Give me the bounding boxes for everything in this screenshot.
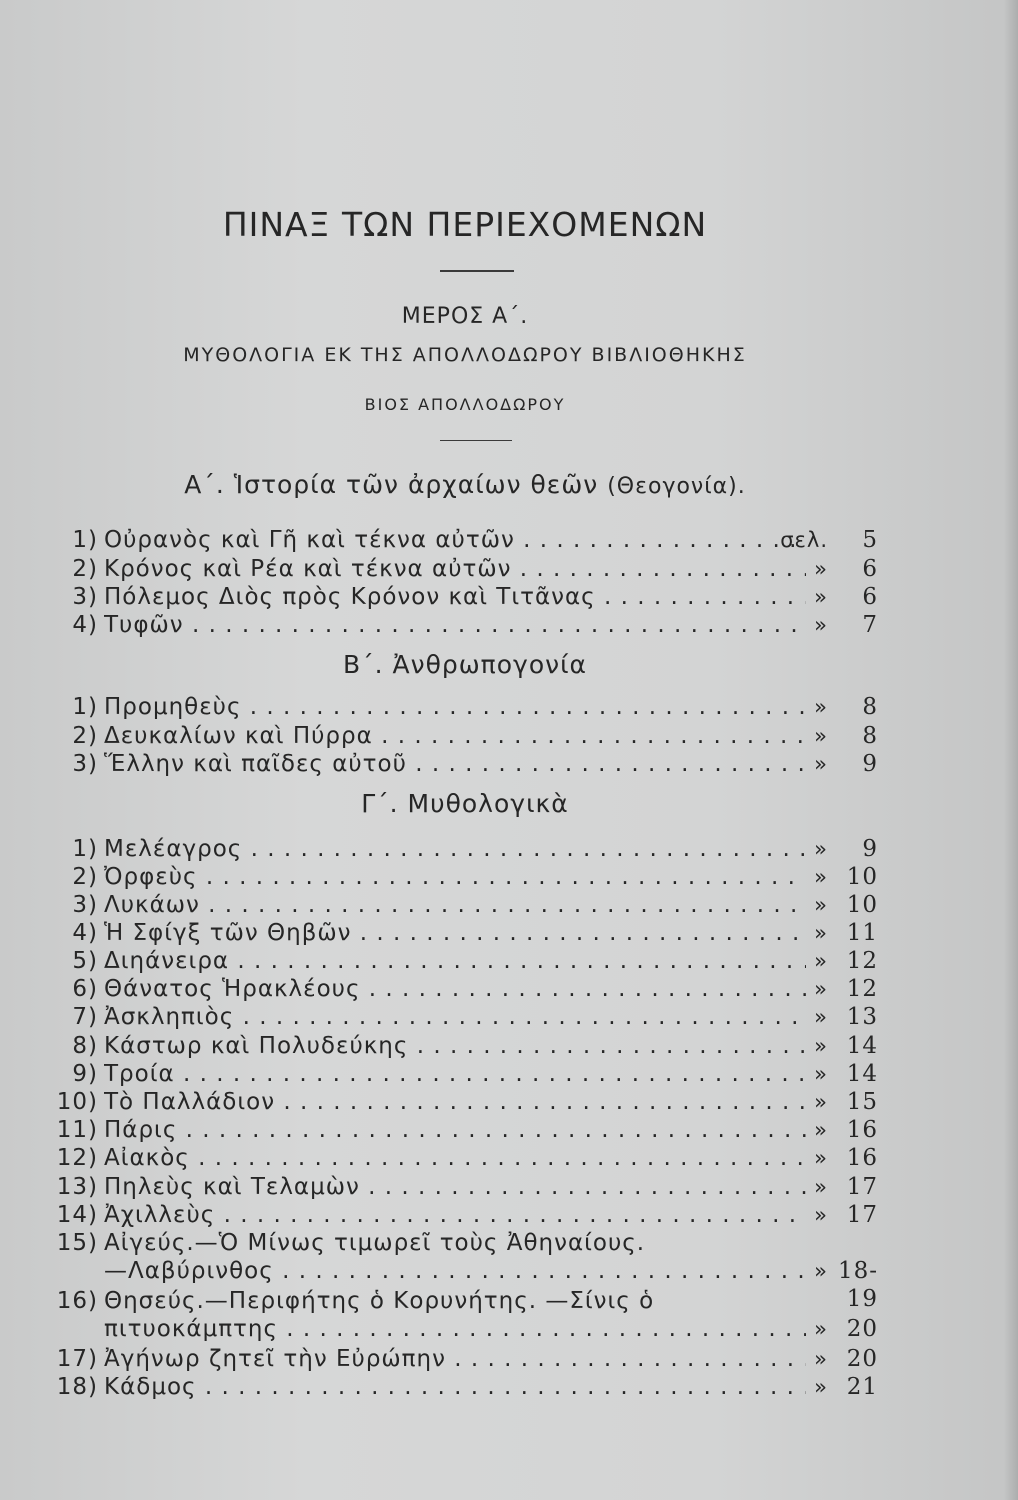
entry-number: 4) bbox=[72, 612, 98, 638]
entry-page: 14 bbox=[846, 1033, 878, 1059]
entry-page: 13 bbox=[846, 1004, 878, 1030]
section-heading-text: Γ΄. Μυθολογικὰ bbox=[361, 789, 569, 818]
entry-number: 15) bbox=[56, 1230, 98, 1256]
entry-page: 10 bbox=[846, 864, 878, 890]
entry-title: Αἰακὸς . . . bbox=[104, 1144, 806, 1172]
page-title: ΠΙΝΑΞ ΤΩΝ ΠΕΡΙΕΧΟΜΕΝΩΝ bbox=[222, 205, 708, 244]
entry-page: 11 bbox=[846, 920, 878, 946]
entry-title: Προμηθεὺς . . . bbox=[104, 693, 806, 721]
entry-number: 1) bbox=[72, 836, 98, 862]
entry-title: Λυκάων . . . bbox=[104, 891, 806, 919]
entry-number: 5) bbox=[72, 948, 98, 974]
title-divider bbox=[440, 270, 514, 272]
entry-number: 8) bbox=[72, 1033, 98, 1059]
entry-number: 11) bbox=[56, 1117, 98, 1143]
toc-entry bbox=[48, 1060, 878, 1088]
part-subtitle: ΜΥΘΟΛΟΓΙΑ ΕΚ ΤΗΣ ΑΠΟΛΛΟΔΩΡΟΥ ΒΙΒΛΙΟΘΗΚΗΣ bbox=[183, 344, 747, 366]
entry-title: Ὀρφεὺς . . . bbox=[104, 863, 806, 891]
toc-entry bbox=[48, 863, 878, 891]
entry-ref: σελ. bbox=[780, 528, 828, 552]
entry-page: 20 bbox=[846, 1346, 878, 1372]
entry-page: 20 bbox=[846, 1316, 878, 1342]
entry-number: 2) bbox=[72, 864, 98, 890]
entry-page: 10 bbox=[846, 892, 878, 918]
entry-number: 13) bbox=[56, 1174, 98, 1200]
entry-number: 4) bbox=[72, 920, 98, 946]
entry-ref: » bbox=[814, 1062, 828, 1086]
toc-entry bbox=[48, 1201, 878, 1229]
toc-entry bbox=[48, 583, 878, 611]
entry-ref: » bbox=[814, 1005, 828, 1029]
entry-title: Πάρις . . . bbox=[104, 1116, 806, 1144]
toc-entry bbox=[48, 526, 878, 554]
section-heading-b bbox=[0, 650, 930, 679]
toc-entry bbox=[48, 919, 878, 947]
toc-entry bbox=[48, 1229, 878, 1257]
toc-entry bbox=[48, 1287, 878, 1315]
entry-page: 6 bbox=[862, 584, 878, 610]
entry-number: 3) bbox=[72, 751, 98, 777]
entry-title: Ἀσκληπιὸς . . . bbox=[104, 1003, 806, 1031]
entry-number: 9) bbox=[72, 1061, 98, 1087]
toc-entry bbox=[48, 722, 878, 750]
entry-ref: » bbox=[814, 752, 828, 776]
entry-page: 17 bbox=[846, 1202, 878, 1228]
entry-ref: » bbox=[814, 837, 828, 861]
entry-title: Ἕλλην καὶ παῖδες αὐτοῦ . . . bbox=[104, 750, 806, 778]
entry-ref: » bbox=[814, 1175, 828, 1199]
section-heading-text: Β΄. Ἀνθρωπογονία bbox=[342, 650, 588, 679]
toc-entry bbox=[48, 1032, 878, 1060]
entry-title: Πόλεμος Διὸς πρὸς Κρόνον καὶ Τιτᾶνας . . . bbox=[104, 583, 806, 611]
toc-entry-continuation bbox=[48, 1315, 878, 1343]
entry-ref: » bbox=[814, 921, 828, 945]
entry-ref: » bbox=[814, 613, 828, 637]
entry-title: Τυφῶν . . . bbox=[104, 611, 806, 639]
entry-ref: » bbox=[814, 1090, 828, 1114]
entry-page: 6 bbox=[862, 556, 878, 582]
entry-title: Θησεύς.—Περιφήτης ὁ Κορυνήτης. —Σίνις ὁ bbox=[104, 1288, 655, 1314]
entry-number: 10) bbox=[56, 1089, 98, 1115]
entry-title: Κρόνος καὶ Ρέα καὶ τέκνα αὐτῶν . . . bbox=[104, 555, 806, 583]
toc-entry bbox=[48, 1373, 878, 1401]
section-heading-a bbox=[0, 470, 930, 499]
page-edge-shadow bbox=[1004, 0, 1018, 1500]
entry-number: 1) bbox=[72, 527, 98, 553]
entry-page: 15 bbox=[846, 1089, 878, 1115]
toc-entry bbox=[48, 1345, 878, 1373]
toc-entry bbox=[48, 947, 878, 975]
entry-page: 18-19 bbox=[837, 1258, 878, 1312]
entry-ref: » bbox=[814, 1347, 828, 1371]
toc-entry bbox=[48, 1088, 878, 1116]
section-heading-aside: (Θεογονία). bbox=[607, 474, 746, 499]
toc-entry bbox=[48, 1173, 878, 1201]
toc-entry bbox=[48, 611, 878, 639]
section-divider bbox=[440, 440, 512, 441]
entry-title: Οὐρανὸς καὶ Γῆ καὶ τέκνα αὐτῶν . . . bbox=[104, 526, 806, 554]
entry-page: 8 bbox=[862, 723, 878, 749]
entry-title: Μελέαγρος . . . bbox=[104, 835, 806, 863]
entry-ref: » bbox=[814, 1146, 828, 1170]
entry-page: 8 bbox=[862, 694, 878, 720]
entry-ref: » bbox=[814, 1034, 828, 1058]
entry-title: Διηάνειρα . . . bbox=[104, 947, 806, 975]
entry-ref: » bbox=[814, 724, 828, 748]
entry-page: 14 bbox=[846, 1061, 878, 1087]
toc-entry bbox=[48, 975, 878, 1003]
entry-page: 9 bbox=[862, 836, 878, 862]
section-heading-text: Α΄. Ἱστορία τῶν ἀρχαίων θεῶν bbox=[184, 470, 599, 499]
entry-page: 7 bbox=[862, 612, 878, 638]
bios-heading: ΒΙΟΣ ΑΠΟΛΛΟΔΩΡΟΥ bbox=[364, 395, 566, 414]
entry-number: 12) bbox=[56, 1145, 98, 1171]
toc-entry bbox=[48, 750, 878, 778]
toc-entry bbox=[48, 1003, 878, 1031]
toc-entry bbox=[48, 693, 878, 721]
entry-page: 12 bbox=[846, 948, 878, 974]
entry-ref: » bbox=[814, 557, 828, 581]
entry-number: 1) bbox=[72, 694, 98, 720]
entry-title: Αἰγεύς.—Ὁ Μίνως τιμωρεῖ τοὺς Ἀθηναίους. bbox=[104, 1230, 646, 1256]
entry-number: 3) bbox=[72, 892, 98, 918]
entry-page: 9 bbox=[862, 751, 878, 777]
entry-ref: » bbox=[814, 1259, 828, 1283]
entry-page: 16 bbox=[846, 1145, 878, 1171]
entry-title: Δευκαλίων καὶ Πύρρα . . . bbox=[104, 722, 806, 750]
entry-page: 16 bbox=[846, 1117, 878, 1143]
entry-title: Ἀγήνωρ ζητεῖ τὴν Εὐρώπην . . . bbox=[104, 1345, 806, 1373]
entry-ref: » bbox=[814, 1118, 828, 1142]
entry-title: Πηλεὺς καὶ Τελαμὼν . . . bbox=[104, 1173, 806, 1201]
entry-title: Κάστωρ καὶ Πολυδεύκης . . . bbox=[104, 1032, 806, 1060]
toc-entry bbox=[48, 891, 878, 919]
entry-title: Ἀχιλλεὺς . . . bbox=[104, 1201, 806, 1229]
entry-ref: » bbox=[814, 893, 828, 917]
entry-ref: » bbox=[814, 949, 828, 973]
entry-number: 16) bbox=[56, 1288, 98, 1314]
entry-number: 7) bbox=[72, 1004, 98, 1030]
entry-number: 6) bbox=[72, 976, 98, 1002]
entry-number: 17) bbox=[56, 1346, 98, 1372]
toc-entry bbox=[48, 835, 878, 863]
entry-ref: » bbox=[814, 865, 828, 889]
entry-title: Κάδμος . . . bbox=[104, 1373, 806, 1401]
entry-ref: » bbox=[814, 1317, 828, 1341]
entry-title: Ἡ Σφίγξ τῶν Θηβῶν . . . bbox=[104, 919, 806, 947]
entry-title: Τροία . . . bbox=[104, 1060, 806, 1088]
entry-ref: » bbox=[814, 1203, 828, 1227]
entry-title: Τὸ Παλλάδιον . . . bbox=[104, 1088, 806, 1116]
section-heading-c bbox=[0, 789, 930, 818]
entry-number: 14) bbox=[56, 1202, 98, 1228]
entry-ref: » bbox=[814, 1375, 828, 1399]
entry-page: 5 bbox=[862, 527, 878, 553]
entry-ref: » bbox=[814, 585, 828, 609]
toc-entry bbox=[48, 555, 878, 583]
toc-entry bbox=[48, 1144, 878, 1172]
entry-title: Θάνατος Ἡρακλέους . . . bbox=[104, 975, 806, 1003]
entry-ref: » bbox=[814, 977, 828, 1001]
toc-entry bbox=[48, 1116, 878, 1144]
entry-page: 12 bbox=[846, 976, 878, 1002]
entry-title-continuation: πιτυοκάμπτης . . . bbox=[104, 1315, 806, 1343]
entry-title-continuation: —Λαβύρινθος . . . bbox=[104, 1257, 806, 1285]
entry-number: 3) bbox=[72, 584, 98, 610]
entry-ref: » bbox=[814, 695, 828, 719]
entry-number: 18) bbox=[56, 1374, 98, 1400]
entry-number: 2) bbox=[72, 723, 98, 749]
entry-page: 21 bbox=[846, 1374, 878, 1400]
entry-page: 17 bbox=[846, 1174, 878, 1200]
part-heading: ΜΕΡΟΣ Α΄. bbox=[401, 304, 529, 329]
entry-number: 2) bbox=[72, 556, 98, 582]
